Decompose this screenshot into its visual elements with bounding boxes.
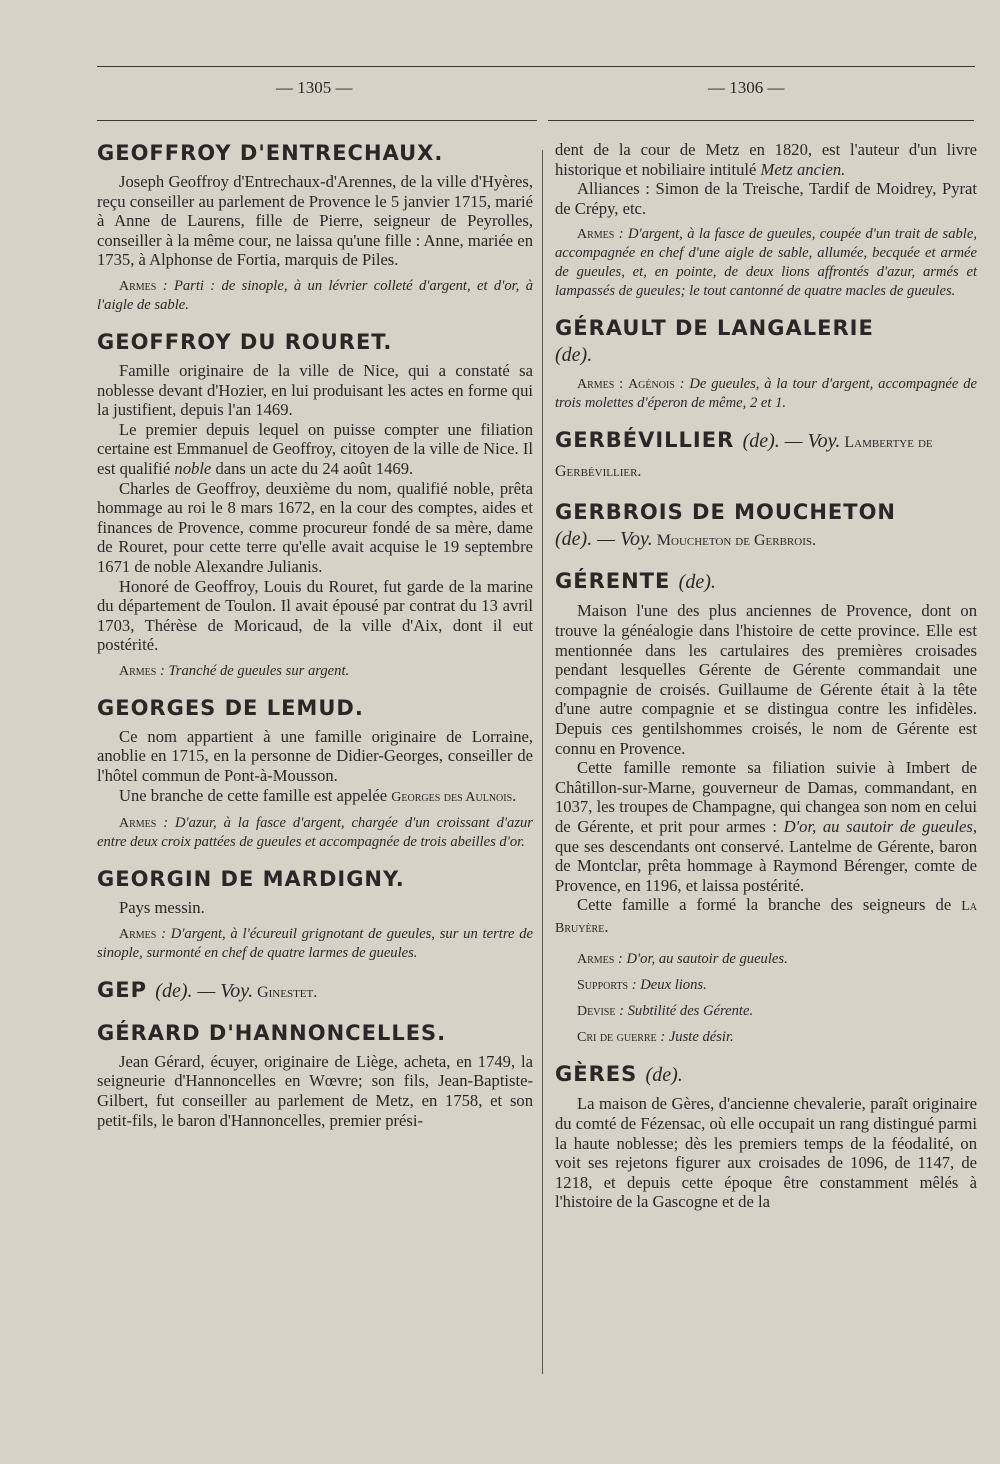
cross-reference: Moucheton de Gerbrois.: [652, 532, 816, 550]
text: Cette famille a formé la branche des seigneurs de: [577, 895, 962, 915]
arms-label: Armes: [119, 278, 157, 294]
entry-title: [555, 1061, 977, 1088]
arms-label: Armes: [119, 926, 157, 942]
arms-text: : D'or, au sautoir de gueules.: [614, 951, 788, 968]
entry-paragraph: Famille originaire de la ville de Nice, qui a constaté sa noblesse devant d'Hozier, en lui produisant les actes en forme qui la justifient, depuis l'an 1469.: [97, 360, 533, 420]
entry-title: [555, 315, 977, 368]
top-rule: [97, 66, 975, 67]
entry-title: GÉRARD D'HANNONCELLES.: [97, 1020, 447, 1045]
voy: Voy.: [220, 979, 254, 1002]
entry-paragraph: Ce nom appartient à une famille originaire de Lorraine, anoblie en 1715, en la personne de Didier-Georges, conseiller de l'hôtel commun de Pont-à-Mousson.: [97, 726, 533, 786]
entry-paragraph: [555, 895, 977, 938]
cri-label: Cri de guerre: [577, 1030, 657, 1046]
arms-region: Agénois: [628, 377, 675, 393]
title-text: GÉRAULT DE LANGALERIE: [555, 316, 874, 341]
page-number-right: — 1306 —: [708, 78, 785, 97]
italic-text: noble: [174, 458, 212, 478]
arms-label: Armes: [119, 816, 157, 832]
text: Cette famille remonte sa filiation suivie à Imbert de Châtillon-sur-Marne, gouverneur de Damas, commandant, en 1037, les troupes de Champagne, qui changea son nom en celui de Gérente, et prit pour armes :: [555, 758, 977, 836]
particle: (de).: [678, 571, 716, 594]
particle: (de).: [742, 430, 780, 453]
arms-label: Armes: [577, 227, 615, 243]
title-text: GÉRENTE: [555, 569, 671, 594]
entry-gep: [97, 977, 533, 1006]
entry-geoffroy-dentrechaux: [97, 140, 533, 315]
title-text: GERBÉVILLIER: [555, 428, 735, 453]
entry-paragraph: La maison de Gères, d'ancienne chevalerie, paraît originaire du comté de Fézensac, où elle occupait un rang distingué parmi la haute noblesse; dès les premiers temps de la féodalité, on voit ses rejetons figurer aux croisades de 1096, de 1147, de 1218, et depuis cette époque être constamment mêlés à l'histoire de la Gascogne et de la: [555, 1094, 977, 1212]
text: dent de la cour de Metz en 1820, est l'auteur d'un livre historique et nobiliaire intitulé: [555, 140, 977, 179]
arms-line: [97, 662, 533, 681]
entry-paragraph: [555, 140, 977, 179]
text: .: [512, 785, 517, 805]
text: Une branche de cette famille est appelée: [119, 785, 392, 805]
text: , que ses descendants ont conservé. Lantelme de Gérente, baron de Montclar, prêta hommage à Raymond Bérenger, comte de Provence, en 1196, et laissa postérité.: [555, 816, 977, 895]
title-text: GEP: [97, 977, 147, 1002]
voy: Voy.: [807, 430, 841, 453]
arms-label: Armes: [577, 377, 615, 393]
particle: (de).: [155, 979, 193, 1002]
cross-reference: Ginestet.: [253, 983, 318, 1001]
arms-line: Armes : Agénois : De gueules, à la tour d'argent, accompagnée de trois molettes d'éperon de même, 2 et 1.: [555, 376, 977, 412]
italic-text: Metz ancien.: [760, 159, 846, 179]
text: dans un acte du 24 août 1469.: [211, 458, 414, 478]
title-text: GERBROIS DE MOUCHETON: [555, 500, 897, 525]
entry-title: GEORGES DE LEMUD.: [97, 695, 364, 720]
entry-paragraph: Joseph Geoffroy d'Entrechaux-d'Arennes, de la ville d'Hyères, reçu conseiller au parlement de Provence le 5 janvier 1715, marié à Anne de Laurens, fille de Pierre, seigneur de Peyrolles, conseiller à la même cour, ne laissa qu'une fille : Anne, mariée en 1735, à Alphonse de Fortia, marquis de Piles.: [97, 172, 533, 270]
entry-paragraph: Jean Gérard, écuyer, originaire de Liège, acheta, en 1749, la seigneurie d'Hannoncelles en Wœvre; son fils, Jean-Baptiste-Gilbert, fut conseiller au parlement de Metz, en 1758, et son petit-fils, le baron d'Hannoncelles, premier prési-: [97, 1051, 533, 1130]
devise-text: : Subtilité des Gérente.: [615, 1003, 754, 1020]
page-number-left: — 1305 —: [276, 78, 353, 97]
arms-line: [97, 925, 533, 963]
entry-title: GEORGIN DE MARDIGNY.: [97, 867, 405, 892]
arms-label: Armes: [119, 663, 157, 679]
entry-title: [555, 499, 977, 554]
cross-reference: Lambertye de Gerbévillier.: [555, 434, 933, 481]
entry-georges-de-lemud: [97, 695, 533, 852]
arms-line: [555, 225, 977, 301]
supports-label: Supports: [577, 978, 629, 994]
devise-label: Devise: [577, 1004, 616, 1020]
entry-gerbevillier: [555, 427, 977, 485]
arms-text: : D'azur, à la fasce d'argent, chargée d'un croissant d'azur entre deux croix pattées de gueules et accompagnée de trois abeilles d'or.: [97, 815, 533, 851]
voy: Voy.: [620, 528, 653, 551]
smallcaps-text: Georges des Aulnois: [391, 789, 513, 805]
entry-title: GEOFFROY D'ENTRECHAUX.: [97, 141, 444, 165]
entry-gerbrois-de-moucheton: [555, 499, 977, 554]
title-text: GÈRES: [555, 1062, 638, 1087]
text: .: [604, 916, 609, 936]
dash: —: [592, 528, 620, 551]
entry-paragraph: [555, 758, 977, 895]
entry-title: [555, 427, 977, 485]
dash: —: [779, 430, 808, 453]
particle: (de).: [645, 1064, 683, 1087]
cri-text: : Juste désir.: [656, 1029, 734, 1046]
entry-paragraph: [97, 786, 533, 808]
particle: (de).: [555, 528, 593, 551]
smallcaps-text: La Bruyère: [555, 899, 977, 936]
arms-text: : D'argent, à l'écureuil grignotant de gueules, sur un tertre de sinople, surmonté en chef de quatre larmes de gueules.: [97, 925, 533, 961]
arms-line: [97, 277, 533, 315]
entry-paragraph: Pays messin.: [119, 898, 205, 918]
entry-gerault-de-langalerie: [555, 315, 977, 413]
entry-geoffroy-du-rouret: [97, 329, 533, 681]
entry-gerente: [555, 568, 977, 1047]
arms-text: : Tranché de gueules sur argent.: [156, 662, 350, 679]
arms-text: : Parti : de sinople, à un lévrier colleté d'argent, et d'or, à l'aigle de sable.: [97, 277, 533, 313]
entry-paragraph: Alliances : Simon de la Treische, Tardif de Moidrey, Pyrat de Crépy, etc.: [555, 179, 977, 218]
entry-title: [97, 977, 533, 1006]
supports-line: [555, 976, 977, 995]
cri-line: [555, 1028, 977, 1047]
supports-text: : Deux lions.: [628, 977, 707, 994]
entry-paragraph: [97, 420, 533, 479]
particle: (de).: [555, 344, 593, 367]
arms-line: [555, 950, 977, 969]
entry-paragraph: Charles de Geoffroy, deuxième du nom, qualifié noble, prêta hommage au roi le 8 mars 1672, en la cour des comptes, aides et finances de Provence, comme procureur fondé de sa mère, dame de Rouret, pour cette terre qu'elle avait acquise le 19 septembre 1671 de noble Alexandre Julianis.: [97, 478, 533, 576]
arms-line: [97, 814, 533, 852]
entry-geres: [555, 1061, 977, 1212]
arms-label: Armes: [577, 952, 615, 968]
header-rule-left: [97, 120, 537, 121]
header-rule-right: [548, 120, 974, 121]
devise-line: [555, 1002, 977, 1021]
entry-continuation: [555, 140, 977, 301]
italic-text: D'or, au sautoir de gueules: [783, 816, 973, 836]
entry-paragraph: Honoré de Geoffroy, Louis du Rouret, fut garde de la marine du département de Toulon. Il avait épousé par contrat du 13 avril 1703, Thérèse de Moricaud, de la ville d'Aix, dont il eut postérité.: [97, 576, 533, 655]
arms-text: : De gueules, à la tour d'argent, accompagnée de trois molettes d'éperon de même, 2 et 1.: [555, 376, 977, 412]
entry-title: [555, 568, 977, 595]
arms-text: : D'argent, à la fasce de gueules, coupée d'un trait de sable, accompagnée en chef d'une aigle de sable, allumée, becquée et armée de gueules, et, en pointe, de deux lions affrontés d'azur, armés et lampassés de gueules; le tout cantonné de quatre macles de gueules.: [555, 226, 977, 300]
right-column: [555, 140, 977, 1226]
dash: —: [192, 979, 221, 1002]
text: Le premier depuis lequel on puisse compter une filiation certaine est Emmanuel de Geoffroy, citoyen de la ville de Nice. Il est qualifié: [97, 419, 533, 478]
entry-paragraph: Maison l'une des plus anciennes de Provence, dont on trouve la généalogie dans l'histoire de cette province. Elle est mentionnée dans les cartulaires des premières croisades pendant lesquelles Gérente de Gérente commandait une compagnie de croisés. Guillaume de Gérente était à la tête d'une autre compagnie et se distingua contre les infidèles. Depuis ces gentilshommes croisés, le nom de Gérente est connu en Provence.: [555, 601, 977, 758]
column-divider: [542, 150, 543, 1374]
entry-title: GEOFFROY DU ROURET.: [97, 329, 393, 354]
left-column: [97, 140, 533, 1144]
entry-georgin-de-mardigny: [97, 866, 533, 963]
entry-gerard-dhannoncelles: [97, 1020, 533, 1130]
